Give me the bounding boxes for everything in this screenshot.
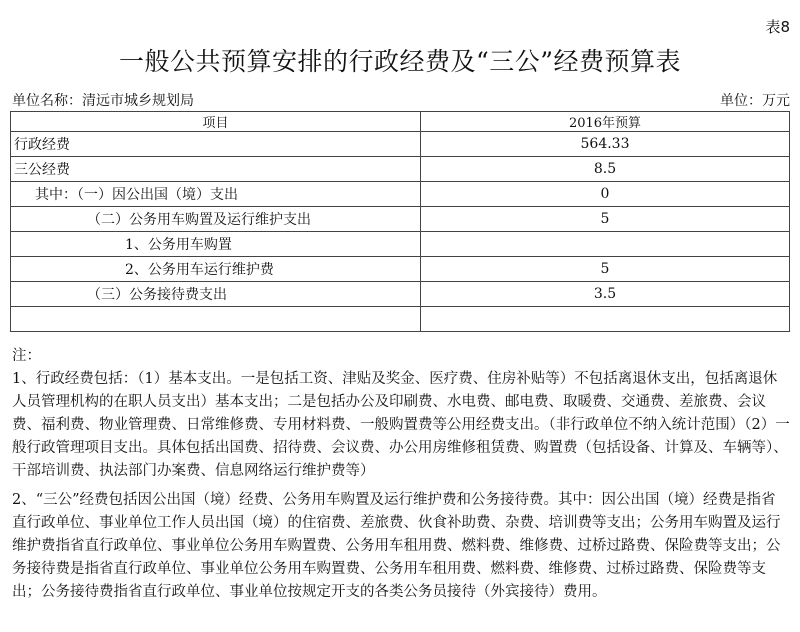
budget-table bbox=[10, 111, 790, 332]
row-value: 5 bbox=[421, 257, 790, 282]
row-value: 3.5 bbox=[421, 282, 790, 307]
row-item bbox=[11, 307, 421, 332]
row-value: 5 bbox=[421, 207, 790, 232]
table-row bbox=[11, 232, 790, 257]
table-row bbox=[11, 207, 790, 232]
row-value bbox=[421, 232, 790, 257]
table-row bbox=[11, 282, 790, 307]
header-budget: 2016年预算 bbox=[421, 112, 790, 132]
meta-row bbox=[12, 90, 790, 110]
table-row bbox=[11, 182, 790, 207]
row-value: 0 bbox=[421, 182, 790, 207]
page-title: 一般公共预算安排的行政经费及“三公”经费预算表 bbox=[118, 47, 682, 76]
notes-section bbox=[12, 345, 790, 604]
row-item: （三）公务接待费支出 bbox=[11, 282, 421, 307]
row-item: 行政经费 bbox=[11, 132, 421, 157]
unit-name-label: 单位名称：清远市城乡规划局 bbox=[12, 93, 194, 109]
table-row bbox=[11, 157, 790, 182]
table-header-row bbox=[11, 112, 790, 132]
table-row bbox=[11, 307, 790, 332]
row-item: 1、公务用车购置 bbox=[11, 232, 421, 257]
row-item: （二）公务用车购置及运行维护支出 bbox=[11, 207, 421, 232]
unit-label: 单位：万元 bbox=[720, 93, 790, 109]
notes-paragraph-1: 1、行政经费包括：（1）基本支出。一是包括工资、津贴及奖金、医疗费、住房补贴等）不包括离退休支出，包括离退休人员管理机构的在职人员支出）基本支出；二是包括办公及印刷费、水电费、邮电费、取暖费、交通费、差旅费、会议费、福利费、物业管理费、日常维修费、专用材料费、一般购置费等公用经费支出。（非行政单位不纳入统计范围）（2）一般行政管理项目支出。具体包括出国费、招待费、会议费、办公用房维修租赁费、购置费（包括设备、计算及、车辆等）、干部培训费、执法部门办案费、信息网络运行维护费等） bbox=[12, 371, 790, 479]
row-item: 其中：（一）因公出国（境）支出 bbox=[11, 182, 421, 207]
row-item: 2、公务用车运行维护费 bbox=[11, 257, 421, 282]
notes-paragraph-2: 2、“三公”经费包括因公出国（境）经费、公务用车购置及运行维护费和公务接待费。其中：因公出国（境）经费是指省直行政单位、事业单位工作人员出国（境）的住宿费、差旅费、伙食补助费、杂费、培训费等支出；公务用车购置及运行维护费指省直行政单位、事业单位公务用车购置费、公务用车租用费、燃料费、维修费、过桥过路费、保险费等支出；公务接待费是指省直行政单位、事业单位公务用车购置费、公务用车租用费、燃料费、维修费、过桥过路费、保险费等支出；公务接待费指省直行政单位、事业单位按规定开支的各类公务员接待（外宾接待）费用。 bbox=[12, 492, 781, 600]
header-item: 项目 bbox=[11, 112, 421, 132]
row-value: 564.33 bbox=[421, 132, 790, 157]
table-row bbox=[11, 132, 790, 157]
notes-heading: 注： bbox=[12, 348, 41, 364]
row-value bbox=[421, 307, 790, 332]
table-row bbox=[11, 257, 790, 282]
row-value: 8.5 bbox=[421, 157, 790, 182]
row-item: 三公经费 bbox=[11, 157, 421, 182]
table-number: 表8 bbox=[765, 18, 790, 36]
